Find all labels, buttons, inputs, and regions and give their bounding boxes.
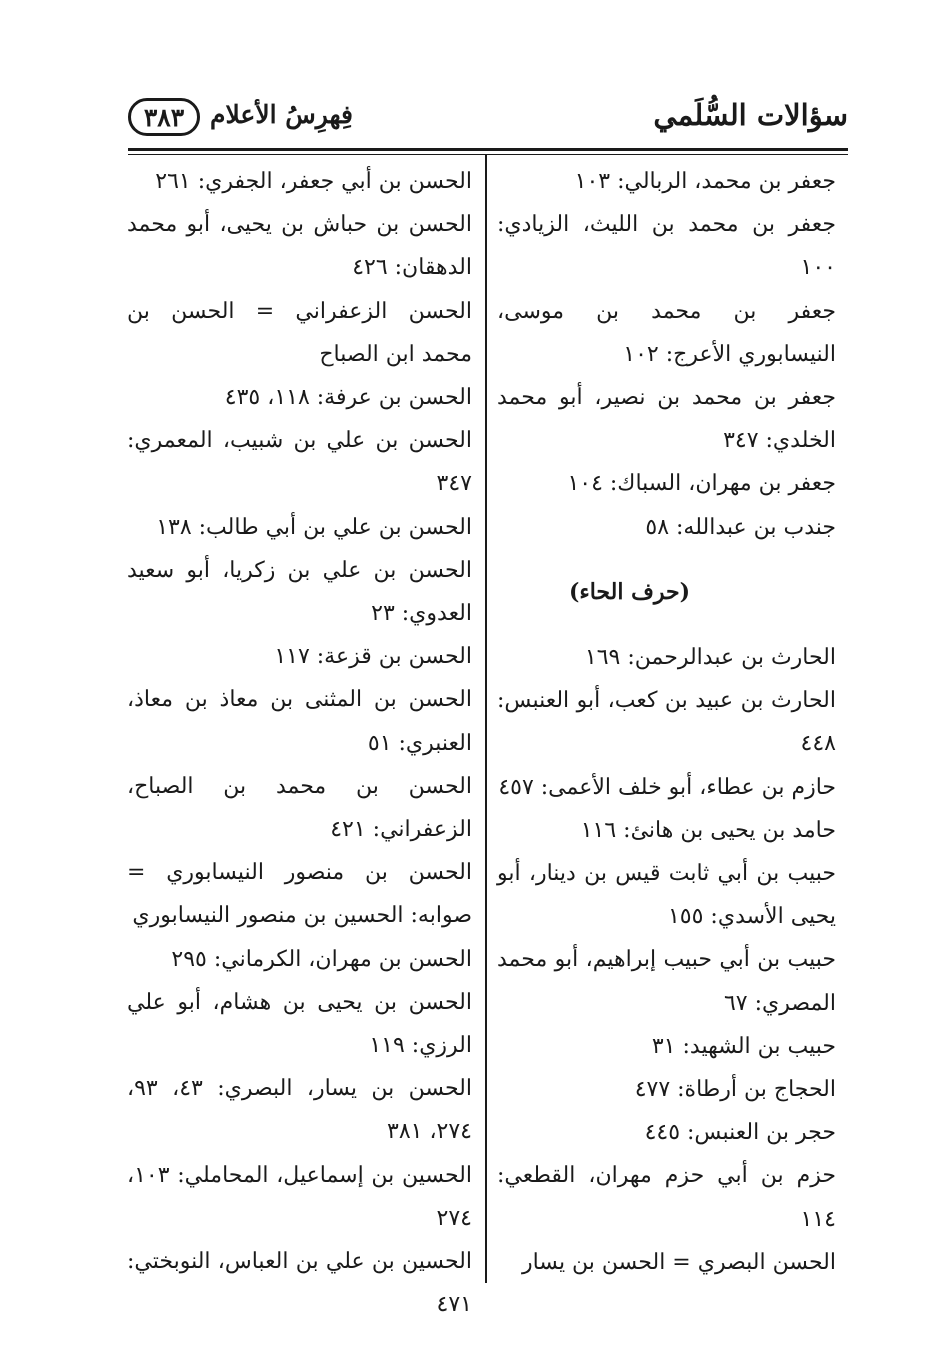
left-column [127, 160, 472, 1326]
index-entry: الحسن بن عرفة: ١١٨، ٤٣٥ [224, 385, 472, 411]
header-rule-thin [128, 154, 848, 155]
index-entry: حامد بن يحيى بن هانئ: ١١٦ [580, 817, 836, 843]
index-entry: الحسن البصري = الحسن بن يسار [521, 1249, 836, 1275]
index-entry: الحسن بن علي بن زكريا، أبو سعيد العدوي: ٢٣ [127, 557, 472, 627]
index-entry: الحسن بن قزعة: ١١٧ [274, 644, 472, 670]
index-entry: جعفر بن محمد بن الليث، الزيادي: ١٠٠ [497, 212, 836, 281]
index-entry: الحسن بن مهران، الكرماني: ٢٩٥ [171, 946, 472, 972]
page-number: ٣٨٣ [128, 98, 200, 136]
index-entry: جعفر بن محمد بن نصير، أبو محمد الخلدي: ٣٤٧ [497, 385, 836, 454]
index-entry: جندب بن عبدالله: ٥٨ [645, 514, 836, 540]
index-entry: حبيب بن الشهيد: ٣١ [651, 1033, 836, 1059]
index-entry: حبيب بن أبي ثابت قيس بن دينار، أبو يحيى الأسدي: ١٥٥ [497, 861, 836, 930]
column-divider [485, 155, 487, 1283]
index-entry: الحسن بن يسار، البصري: ٤٣، ٩٣، ٢٧٤، ٣٨١ [127, 1076, 472, 1145]
index-entry: الحارث بن عبدالرحمن: ١٦٩ [584, 645, 836, 671]
index-title: فِهرِسُ الأعلام [210, 100, 354, 129]
index-entry: الحسن بن علي بن شبيب، المعمري: ٣٤٧ [127, 428, 472, 497]
index-entry: الحسن الزعفراني = الحسن بن محمد ابن الصباح [127, 298, 472, 367]
index-entry: حبيب بن أبي حبيب إبراهيم، أبو محمد المصري: ٦٧ [497, 947, 836, 1016]
index-entry: الحسن بن يحيى بن هشام، أبو علي الرزي: ١١٩ [127, 989, 472, 1059]
index-entry: الحسين بن علي بن العباس، النوبختي: ٤٧١ [127, 1249, 472, 1318]
running-title: سؤالات السُّلَمي [653, 98, 848, 132]
index-entry: الحسن بن حباش بن يحيى، أبو محمد الدهقان: ٤٢٦ [127, 212, 472, 281]
index-entry: الحارث بن عبيد بن كعب، أبو العنبس: ٤٤٨ [497, 688, 836, 757]
index-entry: الحسن بن محمد بن الصباح، الزعفراني: ٤٢١ [127, 773, 472, 843]
index-entry: حزم بن أبي حزم مهران، القطعي: ١١٤ [497, 1163, 836, 1232]
index-entry: الحسن بن منصور النيسابوري = صوابه: الحسين بن منصور النيسابوري [127, 860, 472, 929]
page-header [128, 92, 848, 148]
right-column [497, 160, 842, 1284]
header-rule [128, 148, 848, 151]
index-entry: الحسن بن أبي جعفر، الجفري: ٢٦١ [155, 169, 472, 194]
index-entry: حازم بن عطاء، أبو خلف الأعمى: ٤٥٧ [498, 774, 836, 800]
index-entry: جعفر بن محمد، الربالي: ١٠٣ [574, 169, 836, 194]
index-entry: الحسين بن إسماعيل، المحاملي: ١٠٣، ٢٧٤ [127, 1162, 472, 1231]
index-entry: الحسن بن المثنى بن معاذ بن معاذ، العنبري: ٥١ [127, 687, 472, 756]
index-entry: جعفر بن محمد بن موسى، النيسابوري الأعرج: ١٠٢ [497, 298, 836, 367]
index-entry: الحجاج بن أرطاة: ٤٧٧ [634, 1077, 836, 1103]
index-entry: جعفر بن مهران، السباك: ١٠٤ [567, 471, 836, 497]
section-heading: (حرف الحاء) [568, 578, 691, 605]
index-entry: الحسن بن علي بن أبي طالب: ١٣٨ [156, 514, 472, 540]
index-entry: حجر بن العنبس: ٤٤٥ [644, 1120, 836, 1146]
